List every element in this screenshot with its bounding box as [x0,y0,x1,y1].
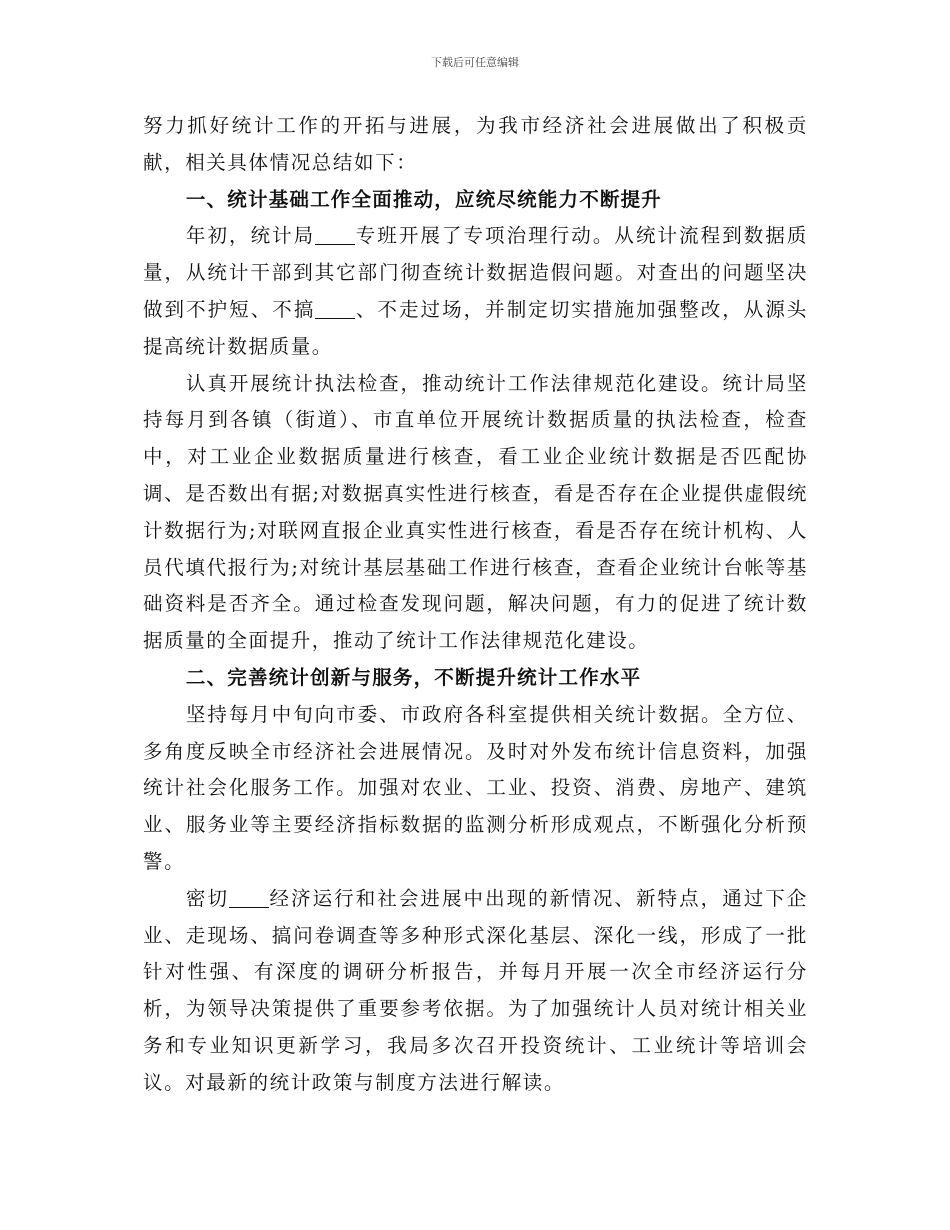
blank-line [229,887,269,908]
page-header: 下载后可任意编辑 [431,56,519,69]
paragraph-research-analysis [143,881,808,1102]
paragraph-intro: 努力抓好统计工作的开拓与进展，为我市经济社会进展做出了积极贡献，相关具体情况总结如下： [143,114,808,174]
text-segment: 专班开展了专项治理行动。从统计流程到数据质量，从统计干部到其它部门彻查统计数据造假问题。对查出的问题坚决做到不护短、不搞 [143,224,808,321]
paragraph-law-enforcement: 认真开展统计执法检查，推动统计工作法律规范化建设。统计局坚持每月到各镇（街道）、市直单位开展统计数据质量的执法检查，检查中，对工业企业数据质量进行核查，看工业企业统计数据是否匹配协调、是否数出有据;对数据真实性进行核查，看是否存在企业提供虚假统计数据行为;对联网直报企业真实性进行核查，看是否存在统计机构、人员代填代报行为;对统计基层基础工作进行核查，查看企业统计台帐等基础资料是否齐全。通过检查发现问题，解决问题，有力的促进了统计数据质量的全面提升，推动了统计工作法律规范化建设。 [143,371,808,653]
paragraph-data-service: 坚持每月中旬向市委、市政府各科室提供相关统计数据。全方位、多角度反映全市经济社会进展情况。及时对外发布统计信息资料，加强统计社会化服务工作。加强对农业、工业、投资、消费、房地产、建筑业、服务业等主要经济指标数据的监测分析形成观点，不断强化分析预警。 [143,702,808,873]
section-heading-1: 一、统计基础工作全面推动，应统尽统能力不断提升 [185,187,662,211]
paragraph-special-governance [143,218,808,365]
document-body [143,108,808,1102]
text-segment: 密切 [185,886,230,910]
text-segment: 年初，统计局 [185,224,316,248]
text-segment: 、不走过场，并制定切实措施加强整改，从源头提高统计数据质量。 [143,297,808,358]
blank-line [315,298,355,319]
text-segment: 经济运行和社会进展中出现的新情况、新特点，通过下企业、走现场、搞问卷调查等多种形式深化基层、深化一线，形成了一批针对性强、有深度的调研分析报告，并每月开展一次全市经济运行分析，为领导决策提供了重要参考依据。为了加强统计人员对统计相关业务和专业知识更新学习，我局多次召开投资统计、工业统计等培训会议。对最新的统计政策与制度方法进行解读。 [143,886,808,1094]
blank-line [315,225,355,246]
section-heading-2: 二、完善统计创新与服务，不断提升统计工作水平 [185,665,642,689]
